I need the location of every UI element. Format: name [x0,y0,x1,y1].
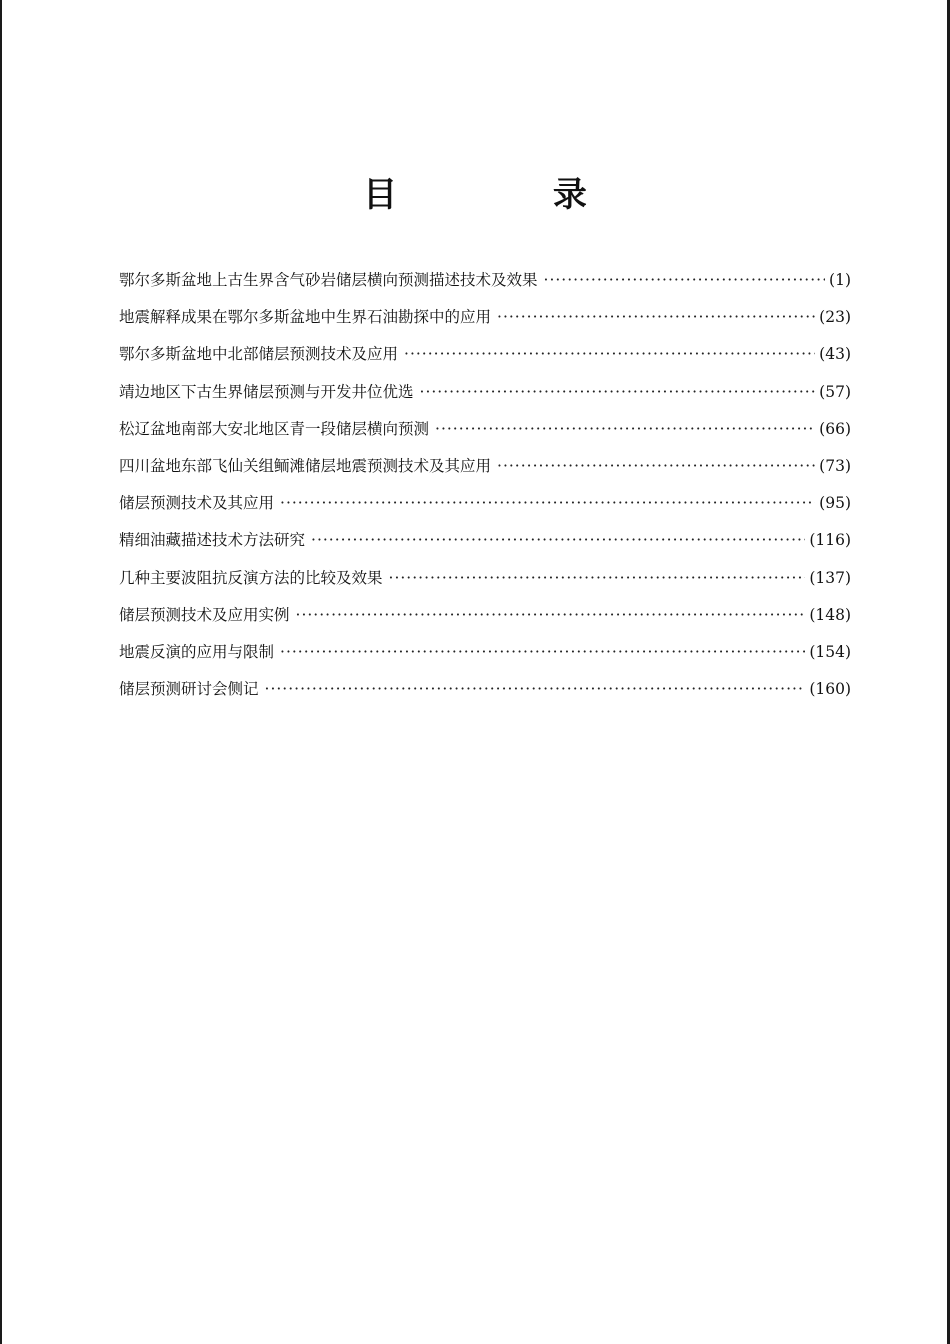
toc-entry[interactable] [119,485,851,522]
toc-entry-page: (116) [809,531,851,550]
toc-entry-title: 地震解释成果在鄂尔多斯盆地中生界石油勘探中的应用 [119,308,492,327]
toc-entry[interactable] [119,671,851,708]
toc-entry-title: 鄂尔多斯盆地中北部储层预测技术及应用 [119,345,399,364]
toc-entry-title: 储层预测技术及其应用 [119,494,275,513]
page-title: 目 录 [363,175,659,215]
toc-entry-title: 四川盆地东部飞仙关组鲕滩储层地震预测技术及其应用 [119,456,492,475]
toc-entry[interactable] [119,299,851,336]
toc-leader-dots [280,485,815,522]
table-of-contents [119,262,851,708]
toc-entry[interactable] [119,522,851,559]
toc-entry-title: 储层预测研讨会侧记 [119,680,259,699]
toc-leader-dots [280,634,805,671]
toc-entry[interactable] [119,597,851,634]
toc-entry-page: (73) [819,456,851,475]
toc-entry-page: (160) [809,680,851,699]
toc-leader-dots [435,411,815,448]
toc-entry[interactable] [119,411,851,448]
toc-entry-page: (148) [809,605,851,624]
toc-entry-page: (66) [819,419,851,438]
toc-entry[interactable] [119,448,851,485]
toc-entry[interactable] [119,634,851,671]
toc-leader-dots [420,374,816,411]
toc-entry-title: 精细油藏描述技术方法研究 [119,531,306,550]
toc-entry[interactable] [119,262,851,299]
toc-leader-dots [296,597,806,634]
toc-entry[interactable] [119,336,851,373]
toc-entry-title: 几种主要波阻抗反演方法的比较及效果 [119,568,383,587]
toc-leader-dots [265,671,806,708]
toc-entry-page: (154) [809,642,851,661]
toc-leader-dots [497,448,815,485]
toc-entry[interactable] [119,560,851,597]
toc-leader-dots [497,299,815,336]
toc-leader-dots [404,336,815,373]
toc-entry-page: (137) [809,568,851,587]
toc-entry-page: (23) [819,308,851,327]
toc-leader-dots [311,522,805,559]
toc-entry-title: 储层预测技术及应用实例 [119,605,290,624]
toc-leader-dots [389,560,806,597]
toc-entry[interactable] [119,374,851,411]
toc-entry-page: (43) [819,345,851,364]
toc-entry-title: 地震反演的应用与限制 [119,642,275,661]
toc-leader-dots [544,262,826,299]
toc-entry-title: 松辽盆地南部大安北地区青一段储层横向预测 [119,419,430,438]
toc-entry-title: 靖边地区下古生界储层预测与开发井位优选 [119,382,414,401]
toc-entry-page: (57) [819,382,851,401]
toc-entry-page: (95) [819,494,851,513]
toc-entry-title: 鄂尔多斯盆地上古生界含气砂岩储层横向预测描述技术及效果 [119,271,538,289]
toc-entry-page: (1) [829,271,851,289]
